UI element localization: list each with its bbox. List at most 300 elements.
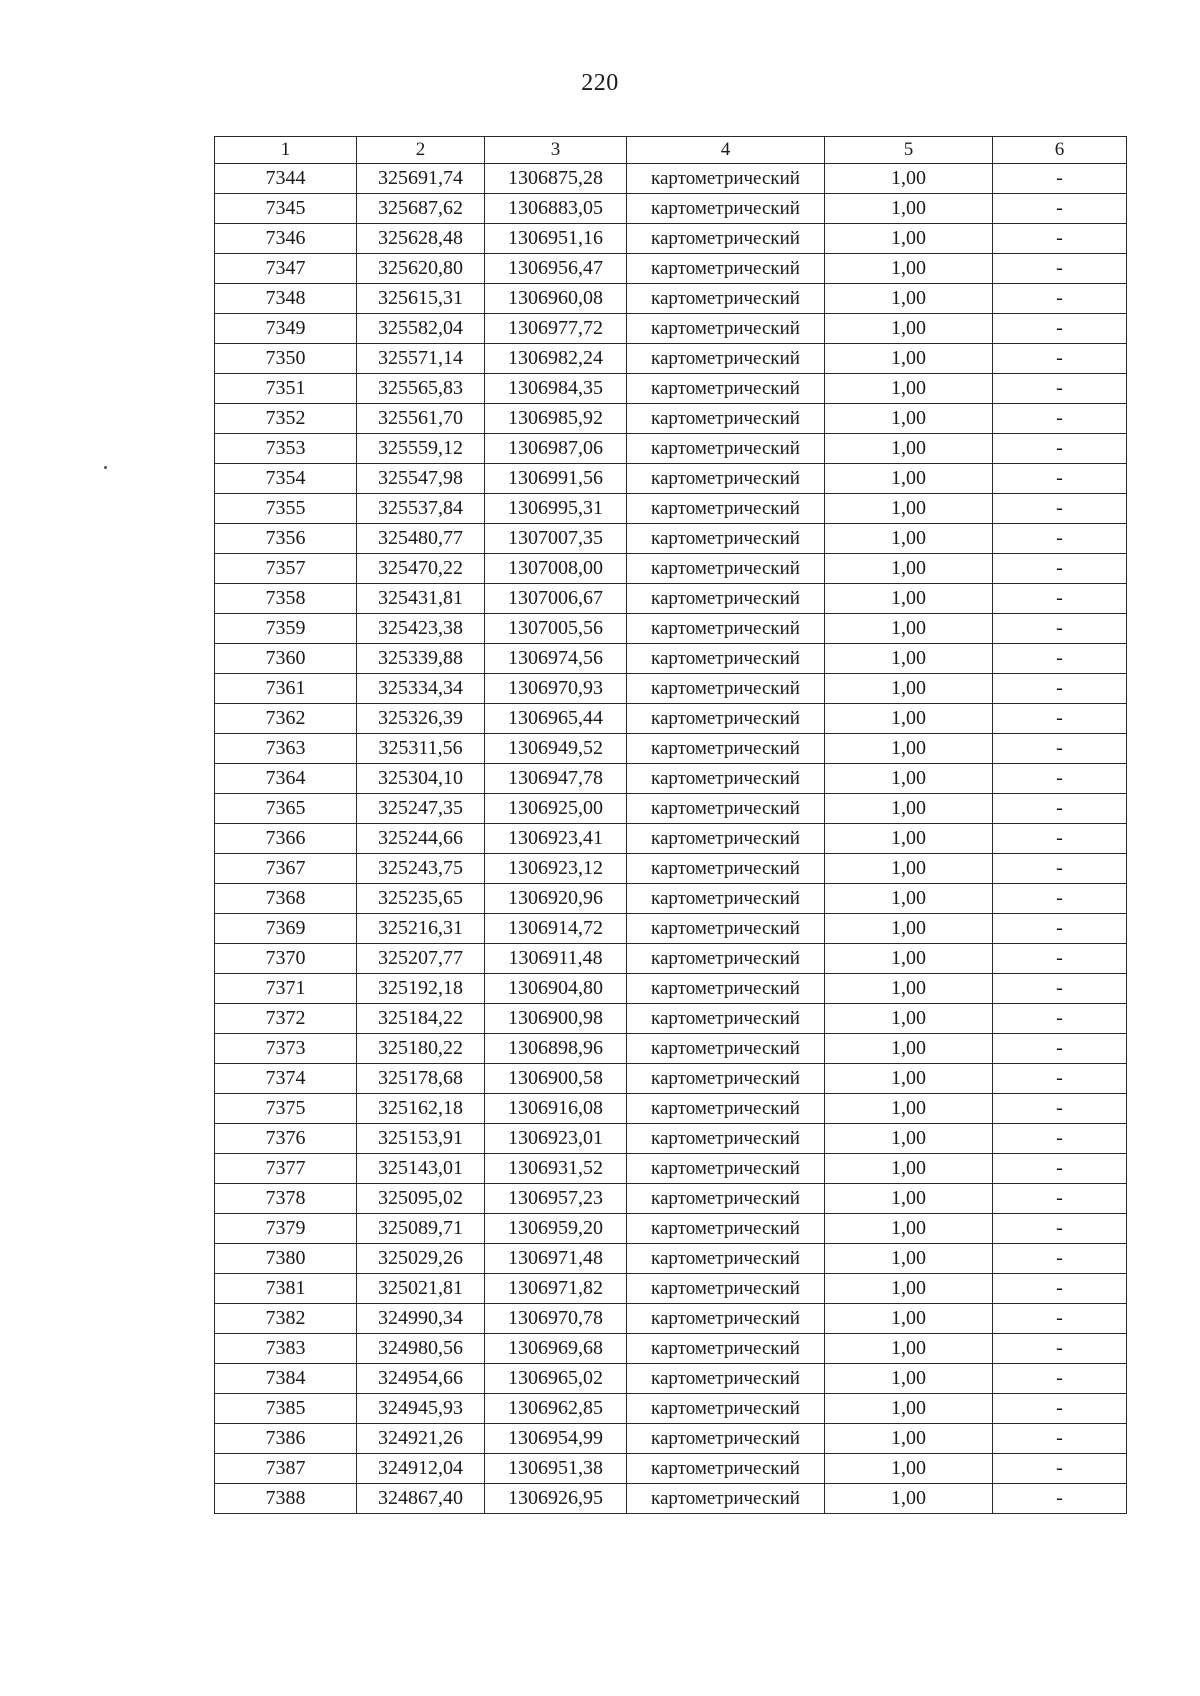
accuracy-cell: 1,00 bbox=[825, 974, 993, 1004]
y-coordinate-cell: 1306977,72 bbox=[485, 314, 627, 344]
accuracy-cell: 1,00 bbox=[825, 944, 993, 974]
method-cell: картометрический bbox=[627, 974, 825, 1004]
accuracy-cell: 1,00 bbox=[825, 914, 993, 944]
accuracy-cell: 1,00 bbox=[825, 1304, 993, 1334]
x-coordinate-cell: 324980,56 bbox=[357, 1334, 485, 1364]
accuracy-cell: 1,00 bbox=[825, 1274, 993, 1304]
note-cell: - bbox=[993, 404, 1127, 434]
note-cell: - bbox=[993, 1034, 1127, 1064]
note-cell: - bbox=[993, 464, 1127, 494]
x-coordinate-cell: 325470,22 bbox=[357, 554, 485, 584]
note-cell: - bbox=[993, 434, 1127, 464]
y-coordinate-cell: 1306984,35 bbox=[485, 374, 627, 404]
method-cell: картометрический bbox=[627, 374, 825, 404]
x-coordinate-cell: 325559,12 bbox=[357, 434, 485, 464]
y-coordinate-cell: 1306914,72 bbox=[485, 914, 627, 944]
accuracy-cell: 1,00 bbox=[825, 464, 993, 494]
y-coordinate-cell: 1306904,80 bbox=[485, 974, 627, 1004]
x-coordinate-cell: 325571,14 bbox=[357, 344, 485, 374]
method-cell: картометрический bbox=[627, 464, 825, 494]
accuracy-cell: 1,00 bbox=[825, 1424, 993, 1454]
y-coordinate-cell: 1306965,44 bbox=[485, 704, 627, 734]
note-cell: - bbox=[993, 254, 1127, 284]
point-number-cell: 7387 bbox=[215, 1454, 357, 1484]
table-body bbox=[215, 164, 1127, 1514]
note-cell: - bbox=[993, 1064, 1127, 1094]
accuracy-cell: 1,00 bbox=[825, 1064, 993, 1094]
column-header-6: 6 bbox=[993, 137, 1127, 164]
accuracy-cell: 1,00 bbox=[825, 584, 993, 614]
note-cell: - bbox=[993, 794, 1127, 824]
note-cell: - bbox=[993, 1274, 1127, 1304]
method-cell: картометрический bbox=[627, 764, 825, 794]
note-cell: - bbox=[993, 1334, 1127, 1364]
accuracy-cell: 1,00 bbox=[825, 794, 993, 824]
note-cell: - bbox=[993, 1394, 1127, 1424]
note-cell: - bbox=[993, 674, 1127, 704]
x-coordinate-cell: 325311,56 bbox=[357, 734, 485, 764]
note-cell: - bbox=[993, 644, 1127, 674]
y-coordinate-cell: 1306995,31 bbox=[485, 494, 627, 524]
point-number-cell: 7354 bbox=[215, 464, 357, 494]
accuracy-cell: 1,00 bbox=[825, 1364, 993, 1394]
note-cell: - bbox=[993, 764, 1127, 794]
accuracy-cell: 1,00 bbox=[825, 1184, 993, 1214]
method-cell: картометрический bbox=[627, 284, 825, 314]
x-coordinate-cell: 324912,04 bbox=[357, 1454, 485, 1484]
y-coordinate-cell: 1306949,52 bbox=[485, 734, 627, 764]
point-number-cell: 7371 bbox=[215, 974, 357, 1004]
point-number-cell: 7358 bbox=[215, 584, 357, 614]
method-cell: картометрический bbox=[627, 1154, 825, 1184]
x-coordinate-cell: 325235,65 bbox=[357, 884, 485, 914]
note-cell: - bbox=[993, 1154, 1127, 1184]
x-coordinate-cell: 325615,31 bbox=[357, 284, 485, 314]
column-header-4: 4 bbox=[627, 137, 825, 164]
method-cell: картометрический bbox=[627, 1214, 825, 1244]
x-coordinate-cell: 325247,35 bbox=[357, 794, 485, 824]
point-number-cell: 7352 bbox=[215, 404, 357, 434]
x-coordinate-cell: 325304,10 bbox=[357, 764, 485, 794]
point-number-cell: 7366 bbox=[215, 824, 357, 854]
method-cell: картометрический bbox=[627, 914, 825, 944]
accuracy-cell: 1,00 bbox=[825, 164, 993, 194]
point-number-cell: 7370 bbox=[215, 944, 357, 974]
point-number-cell: 7361 bbox=[215, 674, 357, 704]
accuracy-cell: 1,00 bbox=[825, 524, 993, 554]
accuracy-cell: 1,00 bbox=[825, 734, 993, 764]
table-row bbox=[215, 374, 1127, 404]
note-cell: - bbox=[993, 1424, 1127, 1454]
method-cell: картометрический bbox=[627, 524, 825, 554]
y-coordinate-cell: 1306900,98 bbox=[485, 1004, 627, 1034]
x-coordinate-cell: 325480,77 bbox=[357, 524, 485, 554]
point-number-cell: 7348 bbox=[215, 284, 357, 314]
note-cell: - bbox=[993, 704, 1127, 734]
y-coordinate-cell: 1306875,28 bbox=[485, 164, 627, 194]
method-cell: картометрический bbox=[627, 614, 825, 644]
method-cell: картометрический bbox=[627, 1334, 825, 1364]
y-coordinate-cell: 1306926,95 bbox=[485, 1484, 627, 1514]
accuracy-cell: 1,00 bbox=[825, 704, 993, 734]
note-cell: - bbox=[993, 914, 1127, 944]
x-coordinate-cell: 325620,80 bbox=[357, 254, 485, 284]
x-coordinate-cell: 325691,74 bbox=[357, 164, 485, 194]
point-number-cell: 7368 bbox=[215, 884, 357, 914]
accuracy-cell: 1,00 bbox=[825, 404, 993, 434]
note-cell: - bbox=[993, 164, 1127, 194]
method-cell: картометрический bbox=[627, 1124, 825, 1154]
accuracy-cell: 1,00 bbox=[825, 1094, 993, 1124]
scan-speck-mark bbox=[104, 466, 107, 469]
table-row bbox=[215, 1424, 1127, 1454]
table-row bbox=[215, 854, 1127, 884]
accuracy-cell: 1,00 bbox=[825, 824, 993, 854]
table-row bbox=[215, 944, 1127, 974]
table-row bbox=[215, 1124, 1127, 1154]
accuracy-cell: 1,00 bbox=[825, 1124, 993, 1154]
method-cell: картометрический bbox=[627, 1364, 825, 1394]
table-row bbox=[215, 674, 1127, 704]
method-cell: картометрический bbox=[627, 704, 825, 734]
table-row bbox=[215, 464, 1127, 494]
column-header-3: 3 bbox=[485, 137, 627, 164]
table-row bbox=[215, 194, 1127, 224]
x-coordinate-cell: 325184,22 bbox=[357, 1004, 485, 1034]
accuracy-cell: 1,00 bbox=[825, 1244, 993, 1274]
point-number-cell: 7349 bbox=[215, 314, 357, 344]
x-coordinate-cell: 325687,62 bbox=[357, 194, 485, 224]
x-coordinate-cell: 324945,93 bbox=[357, 1394, 485, 1424]
accuracy-cell: 1,00 bbox=[825, 674, 993, 704]
method-cell: картометрический bbox=[627, 794, 825, 824]
note-cell: - bbox=[993, 1244, 1127, 1274]
point-number-cell: 7356 bbox=[215, 524, 357, 554]
point-number-cell: 7359 bbox=[215, 614, 357, 644]
table-row bbox=[215, 1454, 1127, 1484]
x-coordinate-cell: 325178,68 bbox=[357, 1064, 485, 1094]
accuracy-cell: 1,00 bbox=[825, 1034, 993, 1064]
point-number-cell: 7384 bbox=[215, 1364, 357, 1394]
accuracy-cell: 1,00 bbox=[825, 254, 993, 284]
y-coordinate-cell: 1306970,78 bbox=[485, 1304, 627, 1334]
y-coordinate-cell: 1306931,52 bbox=[485, 1154, 627, 1184]
method-cell: картометрический bbox=[627, 854, 825, 884]
x-coordinate-cell: 325561,70 bbox=[357, 404, 485, 434]
point-number-cell: 7379 bbox=[215, 1214, 357, 1244]
y-coordinate-cell: 1306920,96 bbox=[485, 884, 627, 914]
x-coordinate-cell: 325089,71 bbox=[357, 1214, 485, 1244]
table-row bbox=[215, 824, 1127, 854]
method-cell: картометрический bbox=[627, 584, 825, 614]
point-number-cell: 7360 bbox=[215, 644, 357, 674]
x-coordinate-cell: 325537,84 bbox=[357, 494, 485, 524]
point-number-cell: 7355 bbox=[215, 494, 357, 524]
y-coordinate-cell: 1306957,23 bbox=[485, 1184, 627, 1214]
method-cell: картометрический bbox=[627, 494, 825, 524]
note-cell: - bbox=[993, 1094, 1127, 1124]
table-row bbox=[215, 1274, 1127, 1304]
point-number-cell: 7378 bbox=[215, 1184, 357, 1214]
point-number-cell: 7362 bbox=[215, 704, 357, 734]
method-cell: картометрический bbox=[627, 1424, 825, 1454]
point-number-cell: 7369 bbox=[215, 914, 357, 944]
accuracy-cell: 1,00 bbox=[825, 1004, 993, 1034]
point-number-cell: 7377 bbox=[215, 1154, 357, 1184]
method-cell: картометрический bbox=[627, 194, 825, 224]
table-row bbox=[215, 584, 1127, 614]
header-row bbox=[215, 137, 1127, 164]
method-cell: картометрический bbox=[627, 1094, 825, 1124]
method-cell: картометрический bbox=[627, 1454, 825, 1484]
x-coordinate-cell: 325095,02 bbox=[357, 1184, 485, 1214]
x-coordinate-cell: 325628,48 bbox=[357, 224, 485, 254]
y-coordinate-cell: 1306982,24 bbox=[485, 344, 627, 374]
y-coordinate-cell: 1306923,12 bbox=[485, 854, 627, 884]
method-cell: картометрический bbox=[627, 224, 825, 254]
table-row bbox=[215, 1184, 1127, 1214]
table-row bbox=[215, 884, 1127, 914]
method-cell: картометрический bbox=[627, 1034, 825, 1064]
page-number: 220 bbox=[581, 70, 619, 96]
column-header-5: 5 bbox=[825, 137, 993, 164]
accuracy-cell: 1,00 bbox=[825, 1484, 993, 1514]
note-cell: - bbox=[993, 284, 1127, 314]
accuracy-cell: 1,00 bbox=[825, 614, 993, 644]
y-coordinate-cell: 1307008,00 bbox=[485, 554, 627, 584]
table-row bbox=[215, 1034, 1127, 1064]
y-coordinate-cell: 1306951,16 bbox=[485, 224, 627, 254]
y-coordinate-cell: 1306925,00 bbox=[485, 794, 627, 824]
accuracy-cell: 1,00 bbox=[825, 1214, 993, 1244]
point-number-cell: 7363 bbox=[215, 734, 357, 764]
x-coordinate-cell: 325339,88 bbox=[357, 644, 485, 674]
point-number-cell: 7365 bbox=[215, 794, 357, 824]
method-cell: картометрический bbox=[627, 734, 825, 764]
note-cell: - bbox=[993, 1454, 1127, 1484]
note-cell: - bbox=[993, 524, 1127, 554]
table-row bbox=[215, 1214, 1127, 1244]
x-coordinate-cell: 324921,26 bbox=[357, 1424, 485, 1454]
method-cell: картометрический bbox=[627, 1304, 825, 1334]
table-row bbox=[215, 794, 1127, 824]
y-coordinate-cell: 1306970,93 bbox=[485, 674, 627, 704]
note-cell: - bbox=[993, 824, 1127, 854]
note-cell: - bbox=[993, 1364, 1127, 1394]
y-coordinate-cell: 1306883,05 bbox=[485, 194, 627, 224]
table-row bbox=[215, 314, 1127, 344]
y-coordinate-cell: 1306947,78 bbox=[485, 764, 627, 794]
accuracy-cell: 1,00 bbox=[825, 644, 993, 674]
y-coordinate-cell: 1306923,01 bbox=[485, 1124, 627, 1154]
table-row bbox=[215, 224, 1127, 254]
x-coordinate-cell: 325431,81 bbox=[357, 584, 485, 614]
point-number-cell: 7367 bbox=[215, 854, 357, 884]
table-row bbox=[215, 644, 1127, 674]
note-cell: - bbox=[993, 974, 1127, 1004]
x-coordinate-cell: 325180,22 bbox=[357, 1034, 485, 1064]
note-cell: - bbox=[993, 314, 1127, 344]
x-coordinate-cell: 325192,18 bbox=[357, 974, 485, 1004]
note-cell: - bbox=[993, 944, 1127, 974]
point-number-cell: 7372 bbox=[215, 1004, 357, 1034]
y-coordinate-cell: 1306985,92 bbox=[485, 404, 627, 434]
column-header-1: 1 bbox=[215, 137, 357, 164]
point-number-cell: 7344 bbox=[215, 164, 357, 194]
y-coordinate-cell: 1306969,68 bbox=[485, 1334, 627, 1364]
note-cell: - bbox=[993, 884, 1127, 914]
y-coordinate-cell: 1307006,67 bbox=[485, 584, 627, 614]
y-coordinate-cell: 1306960,08 bbox=[485, 284, 627, 314]
table-row bbox=[215, 1304, 1127, 1334]
x-coordinate-cell: 325565,83 bbox=[357, 374, 485, 404]
point-number-cell: 7382 bbox=[215, 1304, 357, 1334]
y-coordinate-cell: 1306911,48 bbox=[485, 944, 627, 974]
x-coordinate-cell: 325326,39 bbox=[357, 704, 485, 734]
point-number-cell: 7383 bbox=[215, 1334, 357, 1364]
point-number-cell: 7374 bbox=[215, 1064, 357, 1094]
x-coordinate-cell: 325244,66 bbox=[357, 824, 485, 854]
method-cell: картометрический bbox=[627, 1484, 825, 1514]
accuracy-cell: 1,00 bbox=[825, 314, 993, 344]
y-coordinate-cell: 1306956,47 bbox=[485, 254, 627, 284]
accuracy-cell: 1,00 bbox=[825, 554, 993, 584]
x-coordinate-cell: 324867,40 bbox=[357, 1484, 485, 1514]
table-row bbox=[215, 614, 1127, 644]
x-coordinate-cell: 325334,34 bbox=[357, 674, 485, 704]
table-row bbox=[215, 254, 1127, 284]
y-coordinate-cell: 1306974,56 bbox=[485, 644, 627, 674]
y-coordinate-cell: 1306962,85 bbox=[485, 1394, 627, 1424]
point-number-cell: 7346 bbox=[215, 224, 357, 254]
note-cell: - bbox=[993, 194, 1127, 224]
accuracy-cell: 1,00 bbox=[825, 374, 993, 404]
x-coordinate-cell: 325547,98 bbox=[357, 464, 485, 494]
point-number-cell: 7364 bbox=[215, 764, 357, 794]
point-number-cell: 7353 bbox=[215, 434, 357, 464]
table-row bbox=[215, 914, 1127, 944]
note-cell: - bbox=[993, 344, 1127, 374]
note-cell: - bbox=[993, 734, 1127, 764]
y-coordinate-cell: 1306987,06 bbox=[485, 434, 627, 464]
accuracy-cell: 1,00 bbox=[825, 224, 993, 254]
point-number-cell: 7357 bbox=[215, 554, 357, 584]
y-coordinate-cell: 1307005,56 bbox=[485, 614, 627, 644]
x-coordinate-cell: 324954,66 bbox=[357, 1364, 485, 1394]
y-coordinate-cell: 1306900,58 bbox=[485, 1064, 627, 1094]
method-cell: картометрический bbox=[627, 1184, 825, 1214]
method-cell: картометрический bbox=[627, 344, 825, 374]
table-row bbox=[215, 554, 1127, 584]
accuracy-cell: 1,00 bbox=[825, 434, 993, 464]
table-header bbox=[215, 137, 1127, 164]
method-cell: картометрический bbox=[627, 434, 825, 464]
point-number-cell: 7376 bbox=[215, 1124, 357, 1154]
note-cell: - bbox=[993, 1304, 1127, 1334]
y-coordinate-cell: 1307007,35 bbox=[485, 524, 627, 554]
point-number-cell: 7381 bbox=[215, 1274, 357, 1304]
table-row bbox=[215, 1064, 1127, 1094]
method-cell: картометрический bbox=[627, 254, 825, 284]
x-coordinate-cell: 325021,81 bbox=[357, 1274, 485, 1304]
coordinates-table bbox=[214, 136, 1127, 1514]
method-cell: картометрический bbox=[627, 944, 825, 974]
point-number-cell: 7350 bbox=[215, 344, 357, 374]
accuracy-cell: 1,00 bbox=[825, 764, 993, 794]
table-row bbox=[215, 404, 1127, 434]
note-cell: - bbox=[993, 494, 1127, 524]
method-cell: картометрический bbox=[627, 554, 825, 584]
y-coordinate-cell: 1306991,56 bbox=[485, 464, 627, 494]
method-cell: картометрический bbox=[627, 404, 825, 434]
accuracy-cell: 1,00 bbox=[825, 494, 993, 524]
method-cell: картометрический bbox=[627, 644, 825, 674]
method-cell: картометрический bbox=[627, 824, 825, 854]
table-row bbox=[215, 494, 1127, 524]
x-coordinate-cell: 325216,31 bbox=[357, 914, 485, 944]
point-number-cell: 7388 bbox=[215, 1484, 357, 1514]
note-cell: - bbox=[993, 374, 1127, 404]
x-coordinate-cell: 325582,04 bbox=[357, 314, 485, 344]
y-coordinate-cell: 1306916,08 bbox=[485, 1094, 627, 1124]
table-row bbox=[215, 344, 1127, 374]
table-row bbox=[215, 1004, 1127, 1034]
table-row bbox=[215, 1484, 1127, 1514]
x-coordinate-cell: 325423,38 bbox=[357, 614, 485, 644]
method-cell: картометрический bbox=[627, 1004, 825, 1034]
accuracy-cell: 1,00 bbox=[825, 344, 993, 374]
note-cell: - bbox=[993, 554, 1127, 584]
table-row bbox=[215, 524, 1127, 554]
point-number-cell: 7380 bbox=[215, 1244, 357, 1274]
point-number-cell: 7385 bbox=[215, 1394, 357, 1424]
point-number-cell: 7345 bbox=[215, 194, 357, 224]
point-number-cell: 7375 bbox=[215, 1094, 357, 1124]
note-cell: - bbox=[993, 1484, 1127, 1514]
table-row bbox=[215, 1394, 1127, 1424]
x-coordinate-cell: 325153,91 bbox=[357, 1124, 485, 1154]
y-coordinate-cell: 1306951,38 bbox=[485, 1454, 627, 1484]
x-coordinate-cell: 325243,75 bbox=[357, 854, 485, 884]
y-coordinate-cell: 1306971,82 bbox=[485, 1274, 627, 1304]
note-cell: - bbox=[993, 1124, 1127, 1154]
table-row bbox=[215, 1364, 1127, 1394]
note-cell: - bbox=[993, 854, 1127, 884]
note-cell: - bbox=[993, 224, 1127, 254]
method-cell: картометрический bbox=[627, 1244, 825, 1274]
accuracy-cell: 1,00 bbox=[825, 1394, 993, 1424]
y-coordinate-cell: 1306965,02 bbox=[485, 1364, 627, 1394]
accuracy-cell: 1,00 bbox=[825, 1154, 993, 1184]
method-cell: картометрический bbox=[627, 1064, 825, 1094]
column-header-2: 2 bbox=[357, 137, 485, 164]
table-row bbox=[215, 434, 1127, 464]
note-cell: - bbox=[993, 1004, 1127, 1034]
method-cell: картометрический bbox=[627, 1394, 825, 1424]
method-cell: картометрический bbox=[627, 884, 825, 914]
note-cell: - bbox=[993, 584, 1127, 614]
point-number-cell: 7373 bbox=[215, 1034, 357, 1064]
table-row bbox=[215, 1334, 1127, 1364]
y-coordinate-cell: 1306959,20 bbox=[485, 1214, 627, 1244]
accuracy-cell: 1,00 bbox=[825, 1334, 993, 1364]
accuracy-cell: 1,00 bbox=[825, 854, 993, 884]
table-row bbox=[215, 164, 1127, 194]
y-coordinate-cell: 1306898,96 bbox=[485, 1034, 627, 1064]
method-cell: картометрический bbox=[627, 314, 825, 344]
table-row bbox=[215, 764, 1127, 794]
table-row bbox=[215, 1244, 1127, 1274]
